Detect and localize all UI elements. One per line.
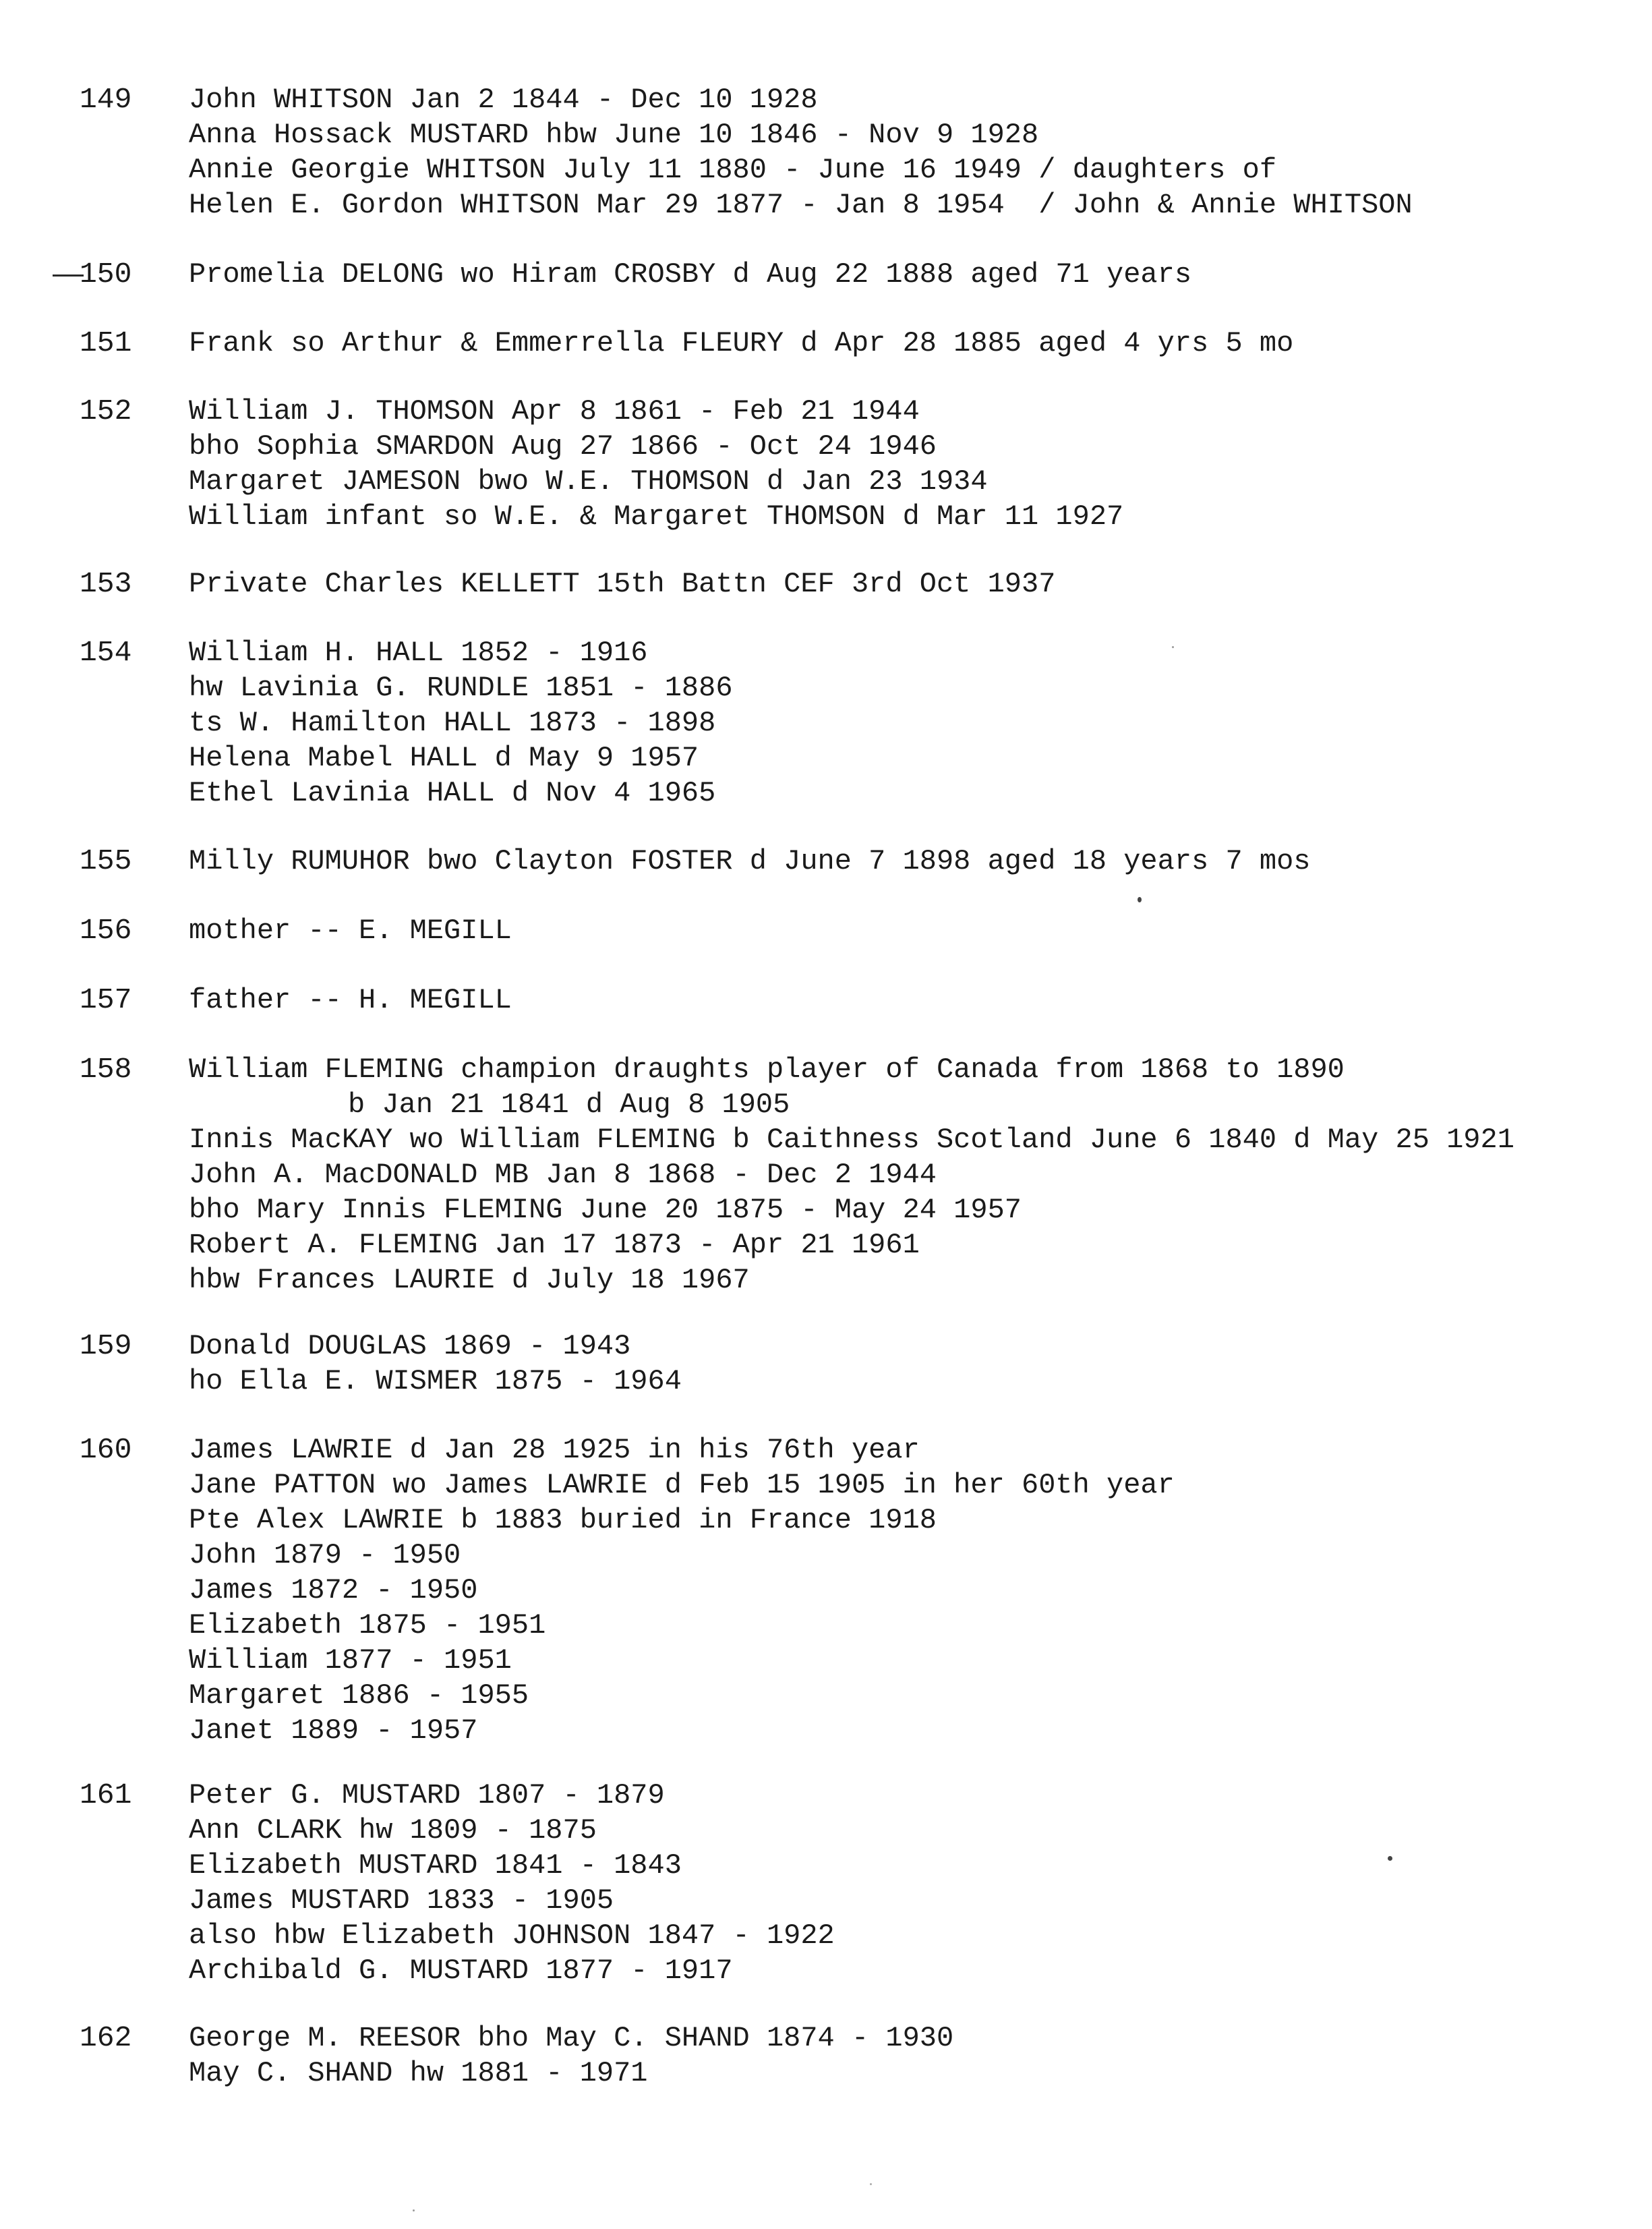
entry-line: father -- H. MEGILL — [189, 984, 512, 1016]
entry-line: William J. THOMSON Apr 8 1861 - Feb 21 1944 — [189, 395, 920, 428]
entry-line: Robert A. FLEMING Jan 17 1873 - Apr 21 1961 — [189, 1229, 920, 1261]
entry-lines — [189, 567, 1632, 602]
entry-lines — [189, 913, 1632, 948]
entry-line: John WHITSON Jan 2 1844 - Dec 10 1928 — [189, 84, 818, 116]
entry-lines — [189, 844, 1632, 879]
entry-line: George M. REESOR bho May C. SHAND 1874 - 1930 — [189, 2022, 954, 2054]
entry-number: 152 — [80, 395, 132, 428]
entry-line: William H. HALL 1852 - 1916 — [189, 637, 648, 669]
entry-lines — [189, 257, 1632, 292]
entry-line: Helen E. Gordon WHITSON Mar 29 1877 - Jan 8 1954 / John & Annie WHITSON — [189, 189, 1413, 221]
entry-lines — [189, 326, 1632, 361]
entry-line: Private Charles KELLETT 15th Battn CEF 3rd Oct 1937 — [189, 568, 1056, 600]
entry-line: Pte Alex LAWRIE b 1883 buried in France 1918 — [189, 1504, 937, 1536]
scan-speck — [1172, 646, 1174, 648]
entry-line: Anna Hossack MUSTARD hbw June 10 1846 - Nov 9 1928 — [189, 119, 1039, 151]
entry-line: Janet 1889 - 1957 — [189, 1714, 478, 1747]
scan-speck — [1138, 897, 1142, 902]
entry-number: 160 — [80, 1433, 132, 1466]
entry-number: 155 — [80, 844, 132, 877]
entry-number: 149 — [80, 83, 132, 116]
entry-line: William 1877 - 1951 — [189, 1644, 512, 1677]
entry-line: Helena Mabel HALL d May 9 1957 — [189, 742, 699, 774]
entry-line: Peter G. MUSTARD 1807 - 1879 — [189, 1779, 665, 1812]
scan-speck — [1388, 1856, 1392, 1861]
entry-number: 154 — [80, 636, 132, 669]
scan-speck — [413, 2209, 415, 2211]
entry-lines — [189, 1432, 1632, 1748]
entry-number: 162 — [80, 2021, 132, 2054]
entry-line: Promelia DELONG wo Hiram CROSBY d Aug 22 1888 aged 71 years — [189, 258, 1192, 291]
entry-line: hw Lavinia G. RUNDLE 1851 - 1886 — [189, 672, 733, 704]
entry-line: hbw Frances LAURIE d July 18 1967 — [189, 1264, 750, 1296]
entry-number: 159 — [80, 1329, 132, 1362]
entry-lines — [189, 635, 1632, 811]
entry-line: Ethel Lavinia HALL d Nov 4 1965 — [189, 777, 716, 809]
entry-line: Donald DOUGLAS 1869 - 1943 — [189, 1330, 631, 1362]
entry-line: John 1879 - 1950 — [189, 1539, 461, 1571]
entry-line: Ann CLARK hw 1809 - 1875 — [189, 1814, 597, 1847]
entry-line: b Jan 21 1841 d Aug 8 1905 — [348, 1089, 790, 1121]
entry-lines — [189, 983, 1632, 1018]
entry-lines — [189, 1778, 1632, 1988]
entry-line: Margaret 1886 - 1955 — [189, 1679, 529, 1712]
entry-number: 151 — [80, 326, 132, 359]
entry-line: ho Ella E. WISMER 1875 - 1964 — [189, 1365, 682, 1397]
entry-line: Elizabeth MUSTARD 1841 - 1843 — [189, 1849, 682, 1882]
entry-line: May C. SHAND hw 1881 - 1971 — [189, 2057, 648, 2089]
entry-number: 158 — [80, 1053, 132, 1086]
entry-line: bho Mary Innis FLEMING June 20 1875 - May 24 1957 — [189, 1194, 1022, 1226]
entry-line: Margaret JAMESON bwo W.E. THOMSON d Jan 23 1934 — [189, 465, 988, 498]
entry-line: also hbw Elizabeth JOHNSON 1847 - 1922 — [189, 1919, 835, 1952]
entry-lines — [189, 394, 1632, 534]
entry-line: bho Sophia SMARDON Aug 27 1866 - Oct 24 1946 — [189, 430, 937, 463]
entry-lines — [189, 2021, 1632, 2091]
entry-line: Archibald G. MUSTARD 1877 - 1917 — [189, 1955, 733, 1987]
entry-number: 153 — [80, 567, 132, 600]
entry-lines — [189, 1329, 1632, 1399]
entry-line: John A. MacDONALD MB Jan 8 1868 - Dec 2 1944 — [189, 1159, 937, 1191]
scan-speck — [870, 2183, 872, 2185]
entry-number: 157 — [80, 983, 132, 1016]
entry-line: James MUSTARD 1833 - 1905 — [189, 1884, 614, 1917]
entry-lines — [189, 82, 1632, 223]
entry-number: 161 — [80, 1778, 132, 1812]
entry-number: 150 — [80, 258, 132, 291]
entry-line: Elizabeth 1875 - 1951 — [189, 1609, 546, 1642]
entry-line: James LAWRIE d Jan 28 1925 in his 76th year — [189, 1434, 920, 1466]
entry-line: James 1872 - 1950 — [189, 1574, 478, 1606]
entry-line: William infant so W.E. & Margaret THOMSON d Mar 11 1927 — [189, 500, 1124, 533]
entry-line: Jane PATTON wo James LAWRIE d Feb 15 1905 in her 60th year — [189, 1469, 1175, 1501]
entry-line: ts W. Hamilton HALL 1873 - 1898 — [189, 707, 716, 739]
entry-line: William FLEMING champion draughts player of Canada from 1868 to 1890 — [189, 1053, 1345, 1086]
entry-line: Frank so Arthur & Emmerrella FLEURY d Apr 28 1885 aged 4 yrs 5 mo — [189, 327, 1294, 359]
entry-lines — [189, 1052, 1632, 1298]
entry-line: Innis MacKAY wo William FLEMING b Caithness Scotland June 6 1840 d May 25 1921 — [189, 1124, 1514, 1156]
entry-number: 156 — [80, 914, 132, 947]
entry-line: Annie Georgie WHITSON July 11 1880 - June 16 1949 / daughters of — [189, 154, 1277, 186]
entry-line: Milly RUMUHOR bwo Clayton FOSTER d June 7 1898 aged 18 years 7 mos — [189, 845, 1311, 877]
entry-line: mother -- E. MEGILL — [189, 915, 512, 947]
